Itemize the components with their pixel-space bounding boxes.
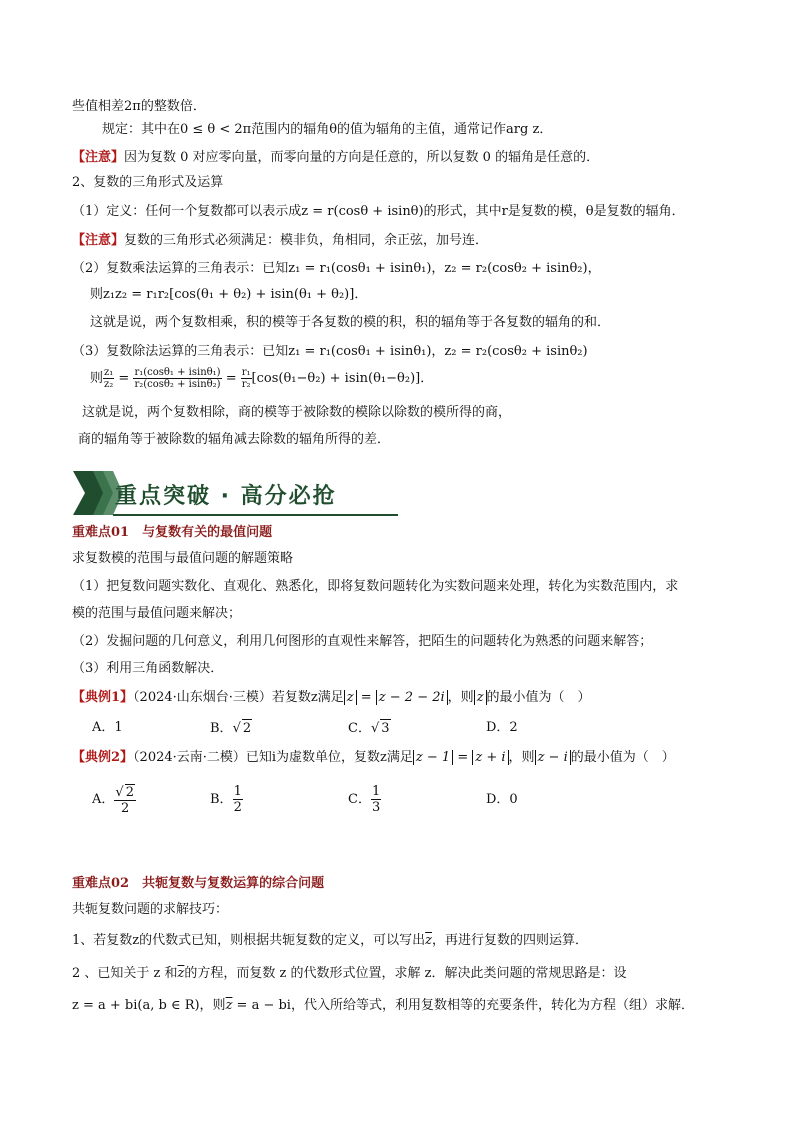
conjugate-z: $\overline{z}$ <box>177 966 185 981</box>
example-1-stem: 【典例1】（2024·山东烟台·三模）若复数z满足 z = z − 2 − 2i ，则 z 的最小值为（ ） <box>72 690 591 705</box>
section-banner <box>73 467 403 519</box>
text-line: 这就是说，两个复数相除，商的模等于被除数的模除以除数的模所得的商， <box>82 405 512 420</box>
section-heading: 重难点02 共轭复数与复数运算的综合问题 <box>72 876 325 891</box>
text-line: 2 、已知关于 z 和$\overline{z}$的方程，而复数 z 的代数形式位置，求解 z．解决此类问题的常规思路是：设 <box>72 966 627 981</box>
fraction: $\frac{\text{r₁(cosθ₁ + isinθ₁)}}{\text{r₂(cosθ₂ + isinθ₂)}}$ <box>134 367 221 390</box>
text-line: （1）把复数问题实数化、直观化、熟悉化，即将复数问题转化为实数问题来处理，转化为实数范围内，求 <box>72 579 679 594</box>
note-text: 因为复数 0 对应零向量，而零向量的方向是任意的，所以复数 0 的辐角是任意的． <box>124 150 600 165</box>
note-line <box>72 232 488 250</box>
option-a: A．1 <box>92 720 123 735</box>
note-tag: 【注意】 <box>72 233 125 248</box>
formula-line: 则z₁z₂ = r₁r₂[cos(θ₁ + θ₂) + isin(θ₁ + θ₂)]． <box>90 287 368 302</box>
text-line: 共轭复数问题的求解技巧： <box>72 902 229 917</box>
text-line: 规定：其中在0 ≤ θ < 2π范围内的辐角θ的值为辐角的主值，通常记作arg z． <box>102 122 553 137</box>
text-line: （3）利用三角函数解决． <box>72 661 224 676</box>
note-line <box>72 149 599 167</box>
option-c: C．√ 3 <box>348 721 390 736</box>
option-b: B． $\frac{1}{2}$ <box>210 784 242 815</box>
example-tag: 【典例2】 <box>72 750 134 765</box>
text-line: 求复数模的范围与最值问题的解题策略 <box>72 551 294 566</box>
fraction: $\frac{\text{r₁}}{\text{r₂}}$ <box>241 367 251 390</box>
subheading: 2、复数的三角形式及运算 <box>72 175 224 190</box>
example-2-stem: 【典例2】（2024·云南·二模）已知i为虚数单位，复数z满足 z − 1 = z + i ，则 z − i 的最小值为（ ） <box>72 750 675 765</box>
text-line: 商的辐角等于被除数的辐角减去除数的辐角所得的差． <box>78 432 391 447</box>
banner-title: 重点突破 · 高分必抢 <box>115 484 337 509</box>
formula-line: 则 $\frac{\text{z₁}}{\text{z₂}}$ = $\frac{\text{r₁(cosθ₁ + isinθ₁)}}{\text{r₂(cosθ₂ + isinθ₂)}}$ = $\frac{\text{r₁}}{\text{r₂}}$ [cos(θ₁−θ₂) + isin(θ₁−θ₂)]． <box>90 367 434 390</box>
option-b: B．√ 2 <box>210 721 252 736</box>
text-line: （3）复数除法运算的三角表示：已知z₁ = r₁(cosθ₁ + isinθ₁)，z₂ = r₂(cosθ₂ + isinθ₂) <box>72 344 588 359</box>
text-line: 1、若复数z的代数式已知，则根据共轭复数的定义，可以写出$\overline{z}$，再进行复数的四则运算． <box>72 933 588 948</box>
note-text: 复数的三角形式必须满足：模非负，角相同，余正弦，加号连． <box>124 233 489 248</box>
conjugate-z: $\overline{z}$ <box>425 933 432 948</box>
conjugate-z: $\overline{z}$ <box>225 998 233 1013</box>
text-line: 模的范围与最值问题来解决； <box>72 606 242 621</box>
text-line: z = a + bi(a, b ∈ R)，则$\overline{z} = a$ − bi，代入所给等式，利用复数相等的充要条件，转化为方程（组）求解． <box>72 998 694 1013</box>
option-d: D．0 <box>486 792 518 807</box>
option-d: D．2 <box>486 720 518 735</box>
text-line: （1）定义：任何一个复数都可以表示成z = r(cosθ + isinθ)的形式，其中r是复数的模，θ是复数的辐角． <box>72 204 685 219</box>
example-tag: 【典例1】 <box>72 690 134 705</box>
option-c: C． $\frac{1}{3}$ <box>348 784 381 815</box>
text-line: 些值相差2π的整数倍． <box>72 99 206 114</box>
text-line: （2）发掘问题的几何意义，利用几何图形的直观性来解答，把陌生的问题转化为熟悉的问题来解答； <box>72 634 653 649</box>
section-heading: 重难点01 与复数有关的最值问题 <box>72 525 273 540</box>
note-tag: 【注意】 <box>72 150 125 165</box>
text-line: 这就是说，两个复数相乘，积的模等于各复数的模的积，积的辐角等于各复数的辐角的和． <box>90 315 611 330</box>
option-a: A． $\frac{√ 2}{2}$ <box>92 784 134 816</box>
text-line: （2）复数乘法运算的三角表示：已知z₁ = r₁(cosθ₁ + isinθ₁)，z₂ = r₂(cosθ₂ + isinθ₂)， <box>72 261 601 276</box>
fraction: $\frac{\text{z₁}}{\text{z₂}}$ <box>104 367 114 390</box>
